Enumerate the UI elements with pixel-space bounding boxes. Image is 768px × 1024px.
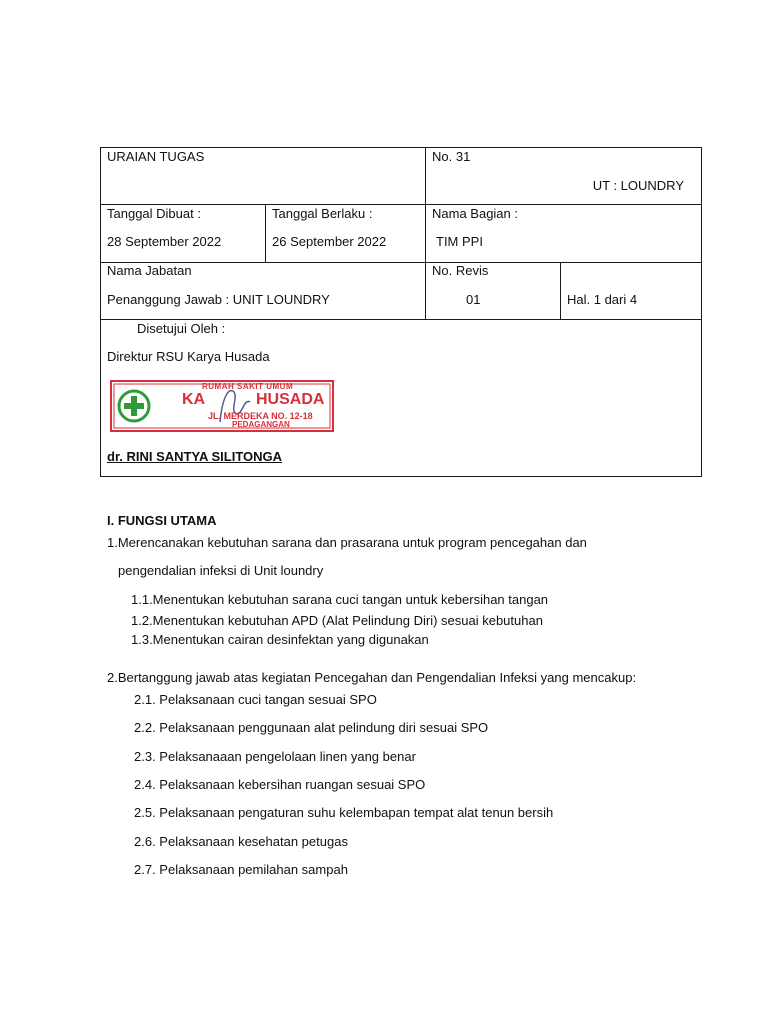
halaman-label: Hal. 1 dari 4 (567, 292, 638, 307)
hospital-stamp (110, 380, 334, 432)
item1-sub-1: 1.1.Menentukan kebutuhan sarana cuci tangan untuk kebersihan tangan (131, 592, 549, 607)
stamp-line2-left: KA (182, 391, 206, 408)
uraian-tugas-label: URAIAN TUGAS (107, 149, 205, 164)
nama-bagian-value: TIM PPI (436, 234, 483, 249)
item2-sub-6: 2.6. Pelaksanaan kesehatan petugas (134, 834, 348, 849)
table-border-bottom (100, 476, 702, 477)
tanggal-dibuat-value: 28 September 2022 (107, 234, 222, 249)
no-revisi-value: 01 (466, 292, 481, 307)
tanggal-dibuat-label: Tanggal Dibuat : (107, 206, 201, 221)
table-border-row1 (100, 204, 702, 205)
tanggal-berlaku-label: Tanggal Berlaku : (272, 206, 373, 221)
section-heading: I. FUNGSI UTAMA (107, 513, 217, 528)
item2-sub-3: 2.3. Pelaksanaaan pengelolaan linen yang benar (134, 749, 416, 764)
table-border-left (100, 147, 101, 477)
item2-sub-1: 2.1. Pelaksanaan cuci tangan sesuai SPO (134, 692, 377, 707)
table-border-top (100, 147, 702, 148)
disetujui-label: Disetujui Oleh : (137, 321, 226, 336)
stamp-line3: JL. MERDEKA NO. 12-18 (208, 411, 313, 421)
item1-sub-2: 1.2.Menentukan kebutuhan APD (Alat Pelindung Diri) sesuai kebutuhan (131, 613, 543, 628)
table-divider-revisi (560, 262, 561, 320)
stamp-line4: PEDAGANGAN (232, 420, 290, 429)
no-revisi-label: No. Revis (432, 263, 489, 278)
item2-line: 2.Bertanggung jawab atas kegiatan Pencegahan dan Pengendalian Infeksi yang mencakup: (107, 670, 637, 685)
stamp-line1: RUMAH SAKIT UMUM (202, 382, 294, 391)
table-border-right (701, 147, 702, 477)
item1-sub-3: 1.3.Menentukan cairan desinfektan yang digunakan (131, 632, 429, 647)
nama-bagian-label: Nama Bagian : (432, 206, 518, 221)
nama-jabatan-value: Penanggung Jawab : UNIT LOUNDRY (107, 292, 330, 307)
tanggal-berlaku-value: 26 September 2022 (272, 234, 387, 249)
stamp-line2-right: HUSADA (256, 391, 325, 408)
nama-jabatan-label: Nama Jabatan (107, 263, 192, 278)
table-divider-date (265, 204, 266, 262)
signatory-name: dr. RINI SANTYA SILITONGA (107, 449, 283, 464)
item1-line2: pengendalian infeksi di Unit loundry (118, 563, 324, 578)
table-border-row3 (100, 319, 702, 320)
item2-sub-2: 2.2. Pelaksanaan penggunaan alat pelindung diri sesuai SPO (134, 720, 489, 735)
direktur-label: Direktur RSU Karya Husada (107, 349, 270, 364)
unit-label: UT : LOUNDRY (592, 178, 684, 193)
item2-sub-5: 2.5. Pelaksanaan pengaturan suhu kelembapan tempat alat tenun bersih (134, 805, 554, 820)
table-divider-mid (425, 147, 426, 320)
document-number: No. 31 (432, 149, 471, 164)
item2-sub-4: 2.4. Pelaksanaan kebersihan ruangan sesuai SPO (134, 777, 426, 792)
item1-line1: 1.Merencanakan kebutuhan sarana dan prasarana untuk program pencegahan dan (107, 535, 587, 550)
item2-sub-7: 2.7. Pelaksanaan pemilahan sampah (134, 862, 348, 877)
